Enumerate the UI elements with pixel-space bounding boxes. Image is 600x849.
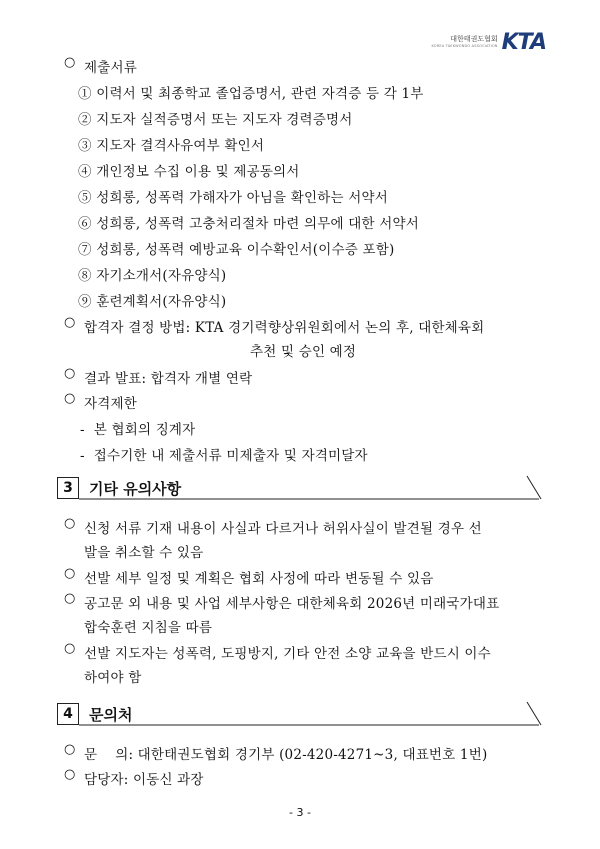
decision-method-line2: 추천 및 승인 예정	[250, 344, 357, 360]
dash-icon: -	[80, 422, 85, 438]
logo-mark: KTA	[501, 30, 546, 55]
page-number: - 3 -	[289, 806, 311, 819]
bullet-icon: ○	[64, 516, 76, 531]
notice-item-4-line1: 선발 지도자는 성폭력, 도핑방지, 기타 안전 소양 교육을 반드시 이수	[84, 646, 491, 662]
list-item: ⑧ 자기소개서(자유양식)	[78, 268, 227, 284]
result-announcement: 결과 발표: 합격자 개별 연락	[84, 371, 253, 387]
notice-item-2-line1: 선발 세부 일정 및 계획은 협회 사정에 따라 변동될 수 있음	[84, 571, 434, 587]
bullet-icon: ○	[64, 742, 76, 757]
section-title: 기타 유의사항	[89, 480, 182, 498]
list-item: ② 지도자 실적증명서 또는 지도자 경력증명서	[78, 112, 353, 128]
dash-icon: -	[80, 448, 85, 464]
manager-info: 담당자: 이동신 과장	[84, 772, 204, 788]
decision-method-line1: 합격자 결정 방법: KTA 경기력향상위원회에서 논의 후, 대한체육회	[84, 320, 485, 336]
notice-item-1-line2: 발을 취소할 수 있음	[84, 545, 204, 561]
list-item: ⑤ 성희롱, 성폭력 가해자가 아님을 확인하는 서약서	[78, 190, 388, 206]
list-item: ⑦ 성희롱, 성폭력 예방교육 이수확인서(이수증 포함)	[78, 242, 395, 258]
contact-info: 문 의: 대한태권도협회 경기부 (02-420-4271~3, 대표번호 1번)	[84, 747, 488, 763]
list-item: ④ 개인정보 수집 이용 및 제공동의서	[78, 164, 300, 180]
list-item: - 본 협회의 징계자	[80, 422, 196, 438]
list-item: ③ 지도자 결격사유여부 확인서	[78, 138, 265, 154]
list-item: ⑥ 성희롱, 성폭력 고충처리절차 마련 의무에 대한 서약서	[78, 216, 419, 232]
section-underline-decoration	[79, 474, 549, 504]
notice-item-3-line2: 합숙훈련 지침을 따름	[84, 620, 213, 636]
logo-korean-name: 대한태권도협회	[450, 35, 498, 44]
logo-english-name: KOREA TAEKWONDO ASSOCIATION	[431, 44, 498, 49]
section-header-3	[57, 474, 547, 504]
bullet-icon: ○	[64, 591, 76, 606]
notice-item-3-line1: 공고문 외 내용 및 사업 세부사항은 대한체육회 2026년 미래국가대표	[84, 596, 500, 612]
bullet-icon: ○	[64, 566, 76, 581]
list-item: - 접수기한 내 제출서류 미제출자 및 자격미달자	[80, 448, 368, 464]
bullet-icon: ○	[64, 641, 76, 656]
bullet-icon: ○	[64, 55, 76, 70]
bullet-icon: ○	[64, 315, 76, 330]
submission-heading: 제출서류	[84, 60, 137, 76]
bullet-icon: ○	[64, 767, 76, 782]
list-item: ⑨ 훈련계획서(자유양식)	[78, 294, 227, 310]
notice-item-4-line2: 하여야 함	[84, 670, 142, 686]
section-number-box: 4	[57, 703, 79, 725]
bullet-icon: ○	[64, 366, 76, 381]
notice-item-1-line1: 신청 서류 기재 내용이 사실과 다르거나 허위사실이 발견될 경우 선	[84, 521, 482, 537]
section-number-box: 3	[57, 477, 79, 499]
list-item: ① 이력서 및 최종학교 졸업증명서, 관련 자격증 등 각 1부	[78, 86, 424, 102]
section-underline-decoration	[79, 700, 549, 730]
section-header-4	[57, 700, 547, 730]
restriction-heading: 자격제한	[84, 396, 137, 412]
section-title: 문의처	[89, 706, 133, 724]
kta-logo	[431, 30, 546, 55]
bullet-icon: ○	[64, 391, 76, 406]
